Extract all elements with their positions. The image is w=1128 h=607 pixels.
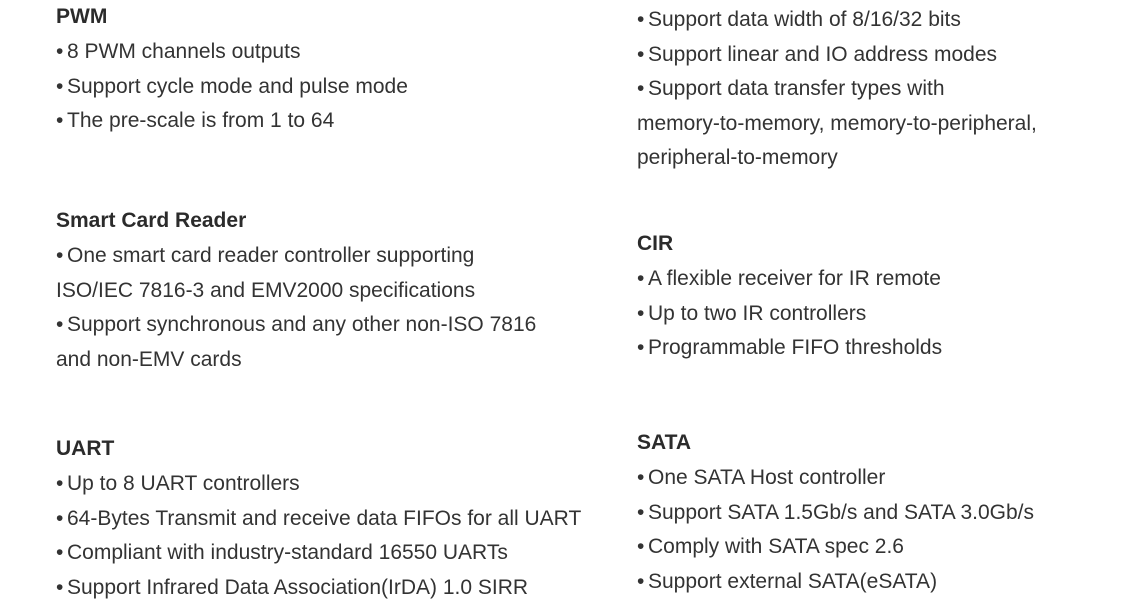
pwm-heading: PWM (56, 5, 108, 28)
sata-section (637, 430, 1107, 599)
list-item (56, 239, 596, 274)
bullet: • (637, 8, 645, 31)
list-item-text: Support data width of 8/16/32 bits (648, 8, 961, 31)
list-item-text: Up to two IR controllers (648, 301, 867, 325)
smart-card-heading: Smart Card Reader (56, 209, 247, 232)
list-item-text: Support external SATA(eSATA) (648, 569, 938, 593)
bullet: • (56, 472, 64, 495)
bullet: • (637, 301, 645, 325)
list-item (56, 70, 596, 105)
list-item-text: One smart card reader controller supporting (67, 244, 475, 267)
list-item (637, 38, 1107, 73)
uart-heading: UART (56, 437, 115, 460)
cir-heading: CIR (637, 232, 674, 255)
list-item (56, 467, 596, 502)
list-item (637, 565, 1107, 600)
list-item (56, 502, 596, 537)
sata-heading: SATA (637, 431, 692, 454)
bullet: • (637, 535, 645, 558)
list-item-text: Support data transfer types with (648, 77, 945, 100)
bullet: • (637, 500, 645, 524)
bullet: • (56, 506, 64, 530)
dma-section (637, 3, 1107, 176)
bullet: • (56, 74, 64, 98)
list-item-text: 64-Bytes Transmit and receive data FIFOs for all UART (67, 506, 582, 530)
cir-section (637, 231, 1107, 366)
pwm-section (56, 4, 596, 139)
bullet: • (56, 109, 64, 132)
list-item-text: Compliant with industry-standard 16550 UARTs (67, 541, 508, 564)
list-item (56, 35, 596, 70)
list-item-continuation: memory-to-memory, memory-to-peripheral, (637, 111, 1037, 135)
bullet: • (637, 42, 645, 66)
list-item (56, 571, 596, 606)
bullet: • (637, 336, 645, 359)
list-item-text: Support synchronous and any other non-ISO 7816 (67, 313, 537, 336)
bullet: • (637, 466, 645, 489)
uart-section (56, 436, 596, 605)
smart-card-section (56, 208, 596, 377)
list-item-continuation: ISO/IEC 7816-3 and EMV2000 specifications (56, 278, 476, 302)
list-item (637, 297, 1107, 332)
list-item-continuation: and non-EMV cards (56, 347, 242, 371)
list-item (56, 308, 596, 343)
list-item (637, 530, 1107, 565)
list-item (637, 461, 1107, 496)
list-item-text: Programmable FIFO thresholds (648, 336, 943, 359)
list-item-text: 8 PWM channels outputs (67, 40, 301, 63)
list-item-text: Comply with SATA spec 2.6 (648, 535, 904, 558)
list-item (637, 72, 1107, 107)
list-item-text: Up to 8 UART controllers (67, 472, 300, 495)
list-item-text: Support SATA 1.5Gb/s and SATA 3.0Gb/s (648, 500, 1034, 524)
bullet: • (56, 541, 64, 564)
list-item-continuation: peripheral-to-memory (637, 146, 838, 169)
bullet: • (637, 267, 645, 290)
list-item-text: The pre-scale is from 1 to 64 (67, 109, 335, 132)
bullet: • (56, 40, 64, 63)
list-item (637, 496, 1107, 531)
list-item (637, 262, 1107, 297)
list-item-text: A flexible receiver for IR remote (648, 267, 941, 290)
bullet: • (56, 244, 64, 267)
list-item-text: Support cycle mode and pulse mode (67, 74, 408, 98)
bullet: • (637, 569, 645, 593)
list-item-text: Support Infrared Data Association(IrDA) 1.0 SIRR (67, 575, 529, 599)
bullet: • (56, 575, 64, 599)
list-item-text: One SATA Host controller (648, 466, 886, 489)
list-item (637, 331, 1107, 366)
list-item-text: Support linear and IO address modes (648, 42, 998, 66)
list-item (637, 3, 1107, 38)
bullet: • (637, 77, 645, 100)
list-item (56, 536, 596, 571)
list-item (56, 104, 596, 139)
bullet: • (56, 313, 64, 336)
